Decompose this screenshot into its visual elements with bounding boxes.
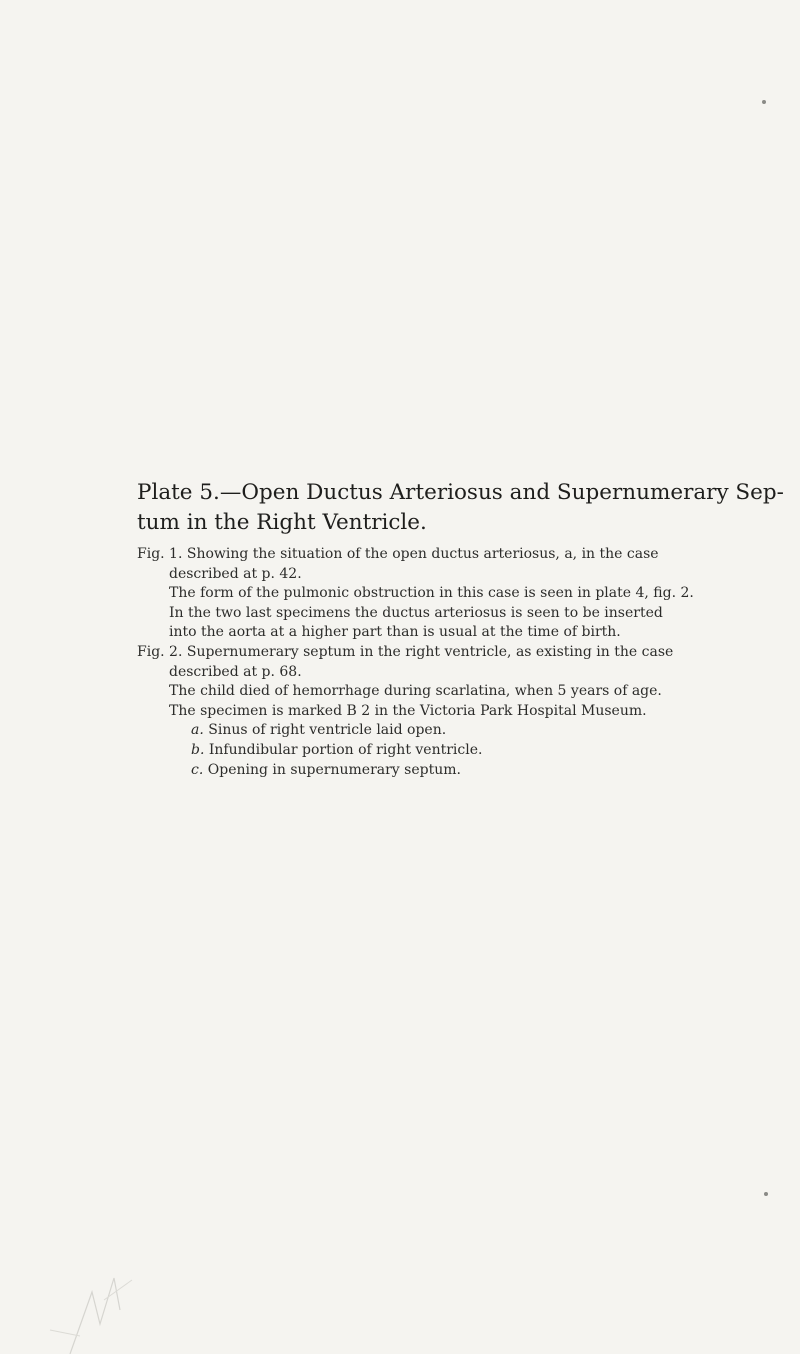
page-speck — [764, 1192, 768, 1196]
fig1-line: The form of the pulmonic obstruction in this case is seen in plate 4, fig. 2. — [169, 585, 694, 602]
fig1-line: into the aorta at a higher part than is usual at the time of birth. — [169, 624, 621, 641]
legend-text: Infundibular portion of right ventricle. — [208, 741, 483, 758]
plate-title-line: Plate 5.—Open Ductus Arteriosus and Supernumerary Sep- — [137, 480, 784, 505]
fig1-line: described at p. 42. — [169, 565, 302, 582]
legend-item-c — [137, 761, 737, 781]
faint-pencil-marks — [40, 1270, 160, 1354]
legend-letter: c. — [191, 761, 204, 778]
legend-letter: a. — [191, 722, 204, 739]
fig1-heading-line: Fig. 1. Showing the situation of the open ductus arteriosus, a, in the case — [137, 546, 659, 562]
plate-caption — [137, 545, 737, 780]
fig2-line: The specimen is marked B 2 in the Victoria Park Hospital Museum. — [169, 702, 647, 719]
legend-text: Sinus of right ventricle laid open. — [208, 722, 447, 739]
plate-title-line: tum in the Right Ventricle. — [137, 510, 427, 535]
fig2-heading-line: Fig. 2. Supernumerary septum in the right ventricle, as existing in the case — [137, 643, 674, 660]
page-speck — [762, 100, 766, 104]
plate-title — [137, 478, 784, 538]
legend-text: Opening in supernumerary septum. — [207, 761, 461, 778]
legend-item-b — [137, 741, 737, 761]
fig2-line: described at p. 68. — [169, 663, 302, 680]
legend-letter: b. — [191, 741, 205, 758]
legend-item-a — [137, 721, 737, 741]
fig2-line: The child died of hemorrhage during scarlatina, when 5 years of age. — [169, 683, 662, 700]
fig1-line: In the two last specimens the ductus arteriosus is seen to be inserted — [169, 604, 663, 621]
